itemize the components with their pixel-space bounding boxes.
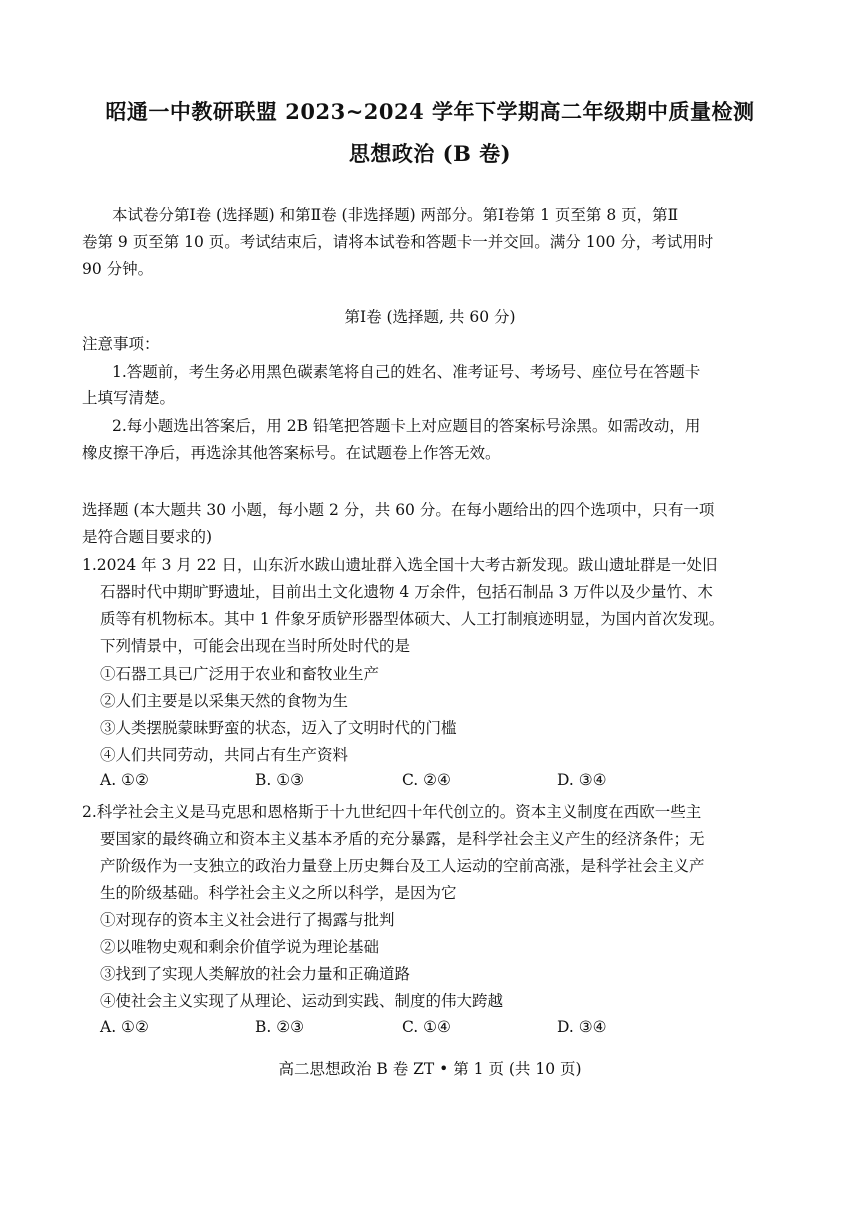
question-2-option-c: C. ①④ (402, 1018, 451, 1036)
notice-line: 2.每小题选出答案后，用 2B 铅笔把答题卡上对应题目的答案标号涂黑。如需改动，用 (112, 417, 701, 435)
notice-line: 1.答题前，考生务必用黑色碳素笔将自己的姓名、准考证号、考场号、座位号在答题卡 (112, 363, 701, 381)
section-heading: 第Ⅰ卷 (选择题, 共 60 分) (344, 308, 516, 326)
question-1-stem: 质等有机物标本。其中 1 件象牙质铲形器型体硕大、人工打制痕迹明显，为国内首次发现。 (100, 610, 725, 628)
exam-subtitle: 思想政治 (B 卷) (348, 141, 512, 166)
question-2-option-a: A. ①② (100, 1018, 149, 1036)
question-1-option-d: D. ③④ (557, 771, 607, 789)
question-2-stem: 产阶级作为一支独立的政治力量登上历史舞台及工人运动的空前高涨，是科学社会主义产 (100, 857, 705, 875)
question-2-item: ③找到了实现人类解放的社会力量和正确道路 (100, 965, 411, 983)
question-2-item: ②以唯物史观和剩余价值学说为理论基础 (100, 938, 380, 956)
exam-title: 昭通一中教研联盟 2023~2024 学年下学期高二年级期中质量检测 (105, 99, 755, 124)
question-1-option-b: B. ①③ (255, 771, 305, 789)
notice-line: 橡皮擦干净后，再选涂其他答案标号。在试题卷上作答无效。 (82, 444, 501, 462)
instruction-line: 选择题 (本大题共 30 小题，每小题 2 分，共 60 分。在每小题给出的四个选项中，只有一项 (82, 501, 715, 519)
question-1-stem: 石器时代中期旷野遗址，目前出土文化遗物 4 万余件，包括石制品 3 万件以及少量竹、木 (100, 583, 713, 601)
question-1-stem: 下列情景中，可能会出现在当时所处时代的是 (100, 637, 411, 655)
question-2-option-b: B. ②③ (255, 1018, 305, 1036)
question-1-option-a: A. ①② (100, 771, 149, 789)
question-1-stem: 1.2024 年 3 月 22 日，山东沂水跋山遗址群入选全国十大考古新发现。跋山遗址群是一处旧 (82, 556, 718, 574)
intro-line: 90 分钟。 (82, 260, 154, 278)
question-1-item: ①石器工具已广泛用于农业和畜牧业生产 (100, 665, 380, 683)
question-2-stem: 要国家的最终确立和资本主义基本矛盾的充分暴露，是科学社会主义产生的经济条件；无 (100, 830, 705, 848)
question-2-stem: 生的阶级基础。科学社会主义之所以科学，是因为它 (100, 884, 457, 902)
question-1-option-c: C. ②④ (402, 771, 451, 789)
question-2-stem: 2.科学社会主义是马克思和恩格斯于十九世纪四十年代创立的。资本主义制度在西欧一些主 (82, 803, 702, 821)
question-2-option-d: D. ③④ (557, 1018, 607, 1036)
question-2-item: ④使社会主义实现了从理论、运动到实践、制度的伟大跨越 (100, 992, 504, 1010)
question-1-item: ④人们共同劳动，共同占有生产资料 (100, 746, 349, 764)
instruction-line: 是符合题目要求的) (82, 528, 213, 546)
notice-line: 上填写清楚。 (82, 389, 176, 407)
notice-title: 注意事项： (82, 335, 160, 353)
intro-line: 本试卷分第Ⅰ卷 (选择题) 和第Ⅱ卷 (非选择题) 两部分。第Ⅰ卷第 1 页至第 8 页，第Ⅱ (112, 206, 679, 224)
question-1-item: ②人们主要是以采集天然的食物为生 (100, 692, 349, 710)
page-footer: 高二思想政治 B 卷 ZT • 第 1 页 (共 10 页) (278, 1060, 582, 1078)
intro-line: 卷第 9 页至第 10 页。考试结束后，请将本试卷和答题卡一并交回。满分 100 分，考试用时 (82, 233, 714, 251)
question-2-item: ①对现存的资本主义社会进行了揭露与批判 (100, 911, 395, 929)
question-1-item: ③人类摆脱蒙昧野蛮的状态，迈入了文明时代的门槛 (100, 719, 457, 737)
